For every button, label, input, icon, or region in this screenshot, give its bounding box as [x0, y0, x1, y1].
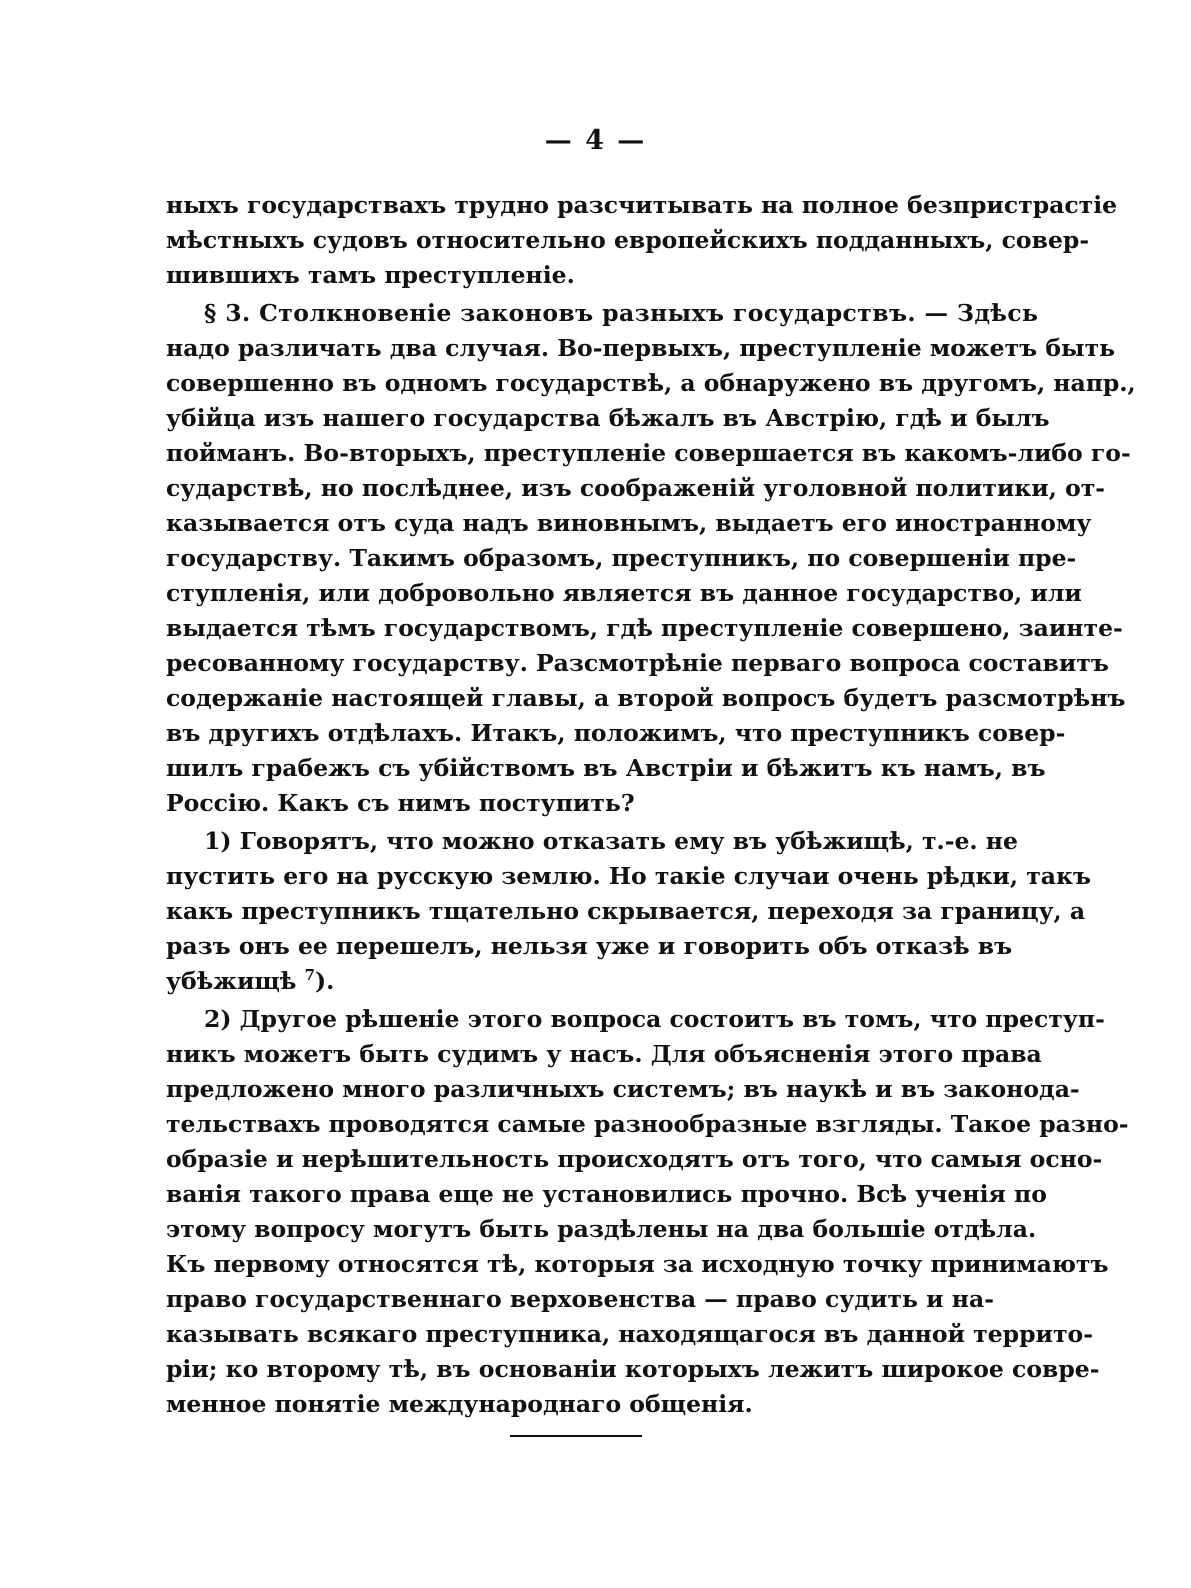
text-line: казывать всякаго преступника, находящагося въ данной террито-	[166, 1320, 1093, 1348]
text-line: казывается отъ суда надъ виновнымъ, выдаетъ его иностранному	[166, 509, 1092, 537]
text-line: предложено много различныхъ системъ; въ наукѣ и въ законода-	[166, 1075, 1080, 1103]
text-line-with-footnote	[166, 964, 982, 999]
text-line: Россію. Какъ съ нимъ поступить?	[166, 789, 635, 817]
text-line: Къ первому относятся тѣ, которыя за исходную точку принимаютъ	[166, 1250, 1109, 1278]
text-line: тельствахъ проводятся самые разнообразные взгляды. Такое разно-	[166, 1110, 1129, 1138]
text-line: содержаніе настоящей главы, а второй вопросъ будетъ разсмотрѣнъ	[166, 684, 1126, 712]
text-line: этому вопросу могутъ быть раздѣлены на два большіе отдѣла.	[166, 1215, 1037, 1243]
text-line: 1) Говорятъ, что можно отказать ему въ убѣжищѣ, т.-е. не	[204, 827, 1018, 855]
text-line: образіе и нерѣшительность происходятъ отъ того, что самыя осно-	[166, 1145, 1103, 1173]
text-line: надо различать два случая. Во-первыхъ, преступленіе можетъ быть	[166, 334, 1116, 362]
text-line: ріи; ко второму тѣ, въ основаніи которыхъ лежитъ широкое совре-	[166, 1355, 1100, 1383]
text-line: разъ онъ ее перешелъ, нельзя уже и говорить объ отказѣ въ	[166, 932, 1013, 960]
text-line: ступленія, или добровольно является въ данное государство, или	[166, 579, 1082, 607]
end-rule	[510, 1435, 642, 1437]
page-number: — 4 —	[544, 125, 647, 156]
text-fragment: убѣжищѣ	[166, 967, 297, 995]
body-text	[166, 188, 1136, 1422]
text-line: какъ преступникъ тщательно скрывается, переходя за границу, а	[166, 897, 1086, 925]
text-line: никъ можетъ быть судимъ у насъ. Для объясненія этого права	[166, 1040, 1042, 1068]
text-line: пустить его на русскую землю. Но такіе случаи очень рѣдки, такъ	[166, 862, 1091, 890]
text-line: сударствѣ, но послѣднее, изъ соображеній уголовной политики, от-	[166, 474, 1106, 502]
text-line: ресованному государству. Разсмотрѣніе перваго вопроса составитъ	[166, 649, 1109, 677]
text-line: мѣстныхъ судовъ относительно европейскихъ подданныхъ, совер-	[166, 226, 1090, 254]
text-line: въ другихъ отдѣлахъ. Итакъ, положимъ, что преступникъ совер-	[166, 719, 1066, 747]
text-line: право государственнаго верховенства — право судить и на-	[166, 1285, 994, 1313]
text-line: ныхъ государствахъ трудно разсчитывать на полное безпристрастіе	[166, 191, 1118, 219]
text-line: выдается тѣмъ государствомъ, гдѣ преступленіе совершено, заинте-	[166, 614, 1123, 642]
text-line: убійца изъ нашего государства бѣжалъ въ Австрію, гдѣ и былъ	[166, 404, 1050, 432]
footnote-reference[interactable]: 7	[304, 966, 315, 985]
text-line: ванія такого права еще не установились прочно. Всѣ ученія по	[166, 1180, 1047, 1208]
text-line: пойманъ. Во-вторыхъ, преступленіе совершается въ какомъ-либо го-	[166, 439, 1131, 467]
text-line: менное понятіе международнаго общенія.	[166, 1390, 753, 1418]
section-heading-line: § 3. Столкновеніе законовъ разныхъ государствъ. — Здѣсь	[204, 299, 1039, 327]
text-line: шившихъ тамъ преступленіе.	[166, 261, 575, 289]
text-line: 2) Другое рѣшеніе этого вопроса состоитъ въ томъ, что преступ-	[204, 1005, 1105, 1033]
text-line: государству. Такимъ образомъ, преступникъ, по совершеніи пре-	[166, 544, 1077, 572]
text-line: совершенно въ одномъ государствѣ, а обнаружено въ другомъ, напр.,	[166, 369, 1136, 397]
footnote-close: ).	[314, 967, 335, 995]
text-line: шилъ грабежъ съ убійствомъ въ Австріи и бѣжитъ къ намъ, въ	[166, 754, 1046, 782]
